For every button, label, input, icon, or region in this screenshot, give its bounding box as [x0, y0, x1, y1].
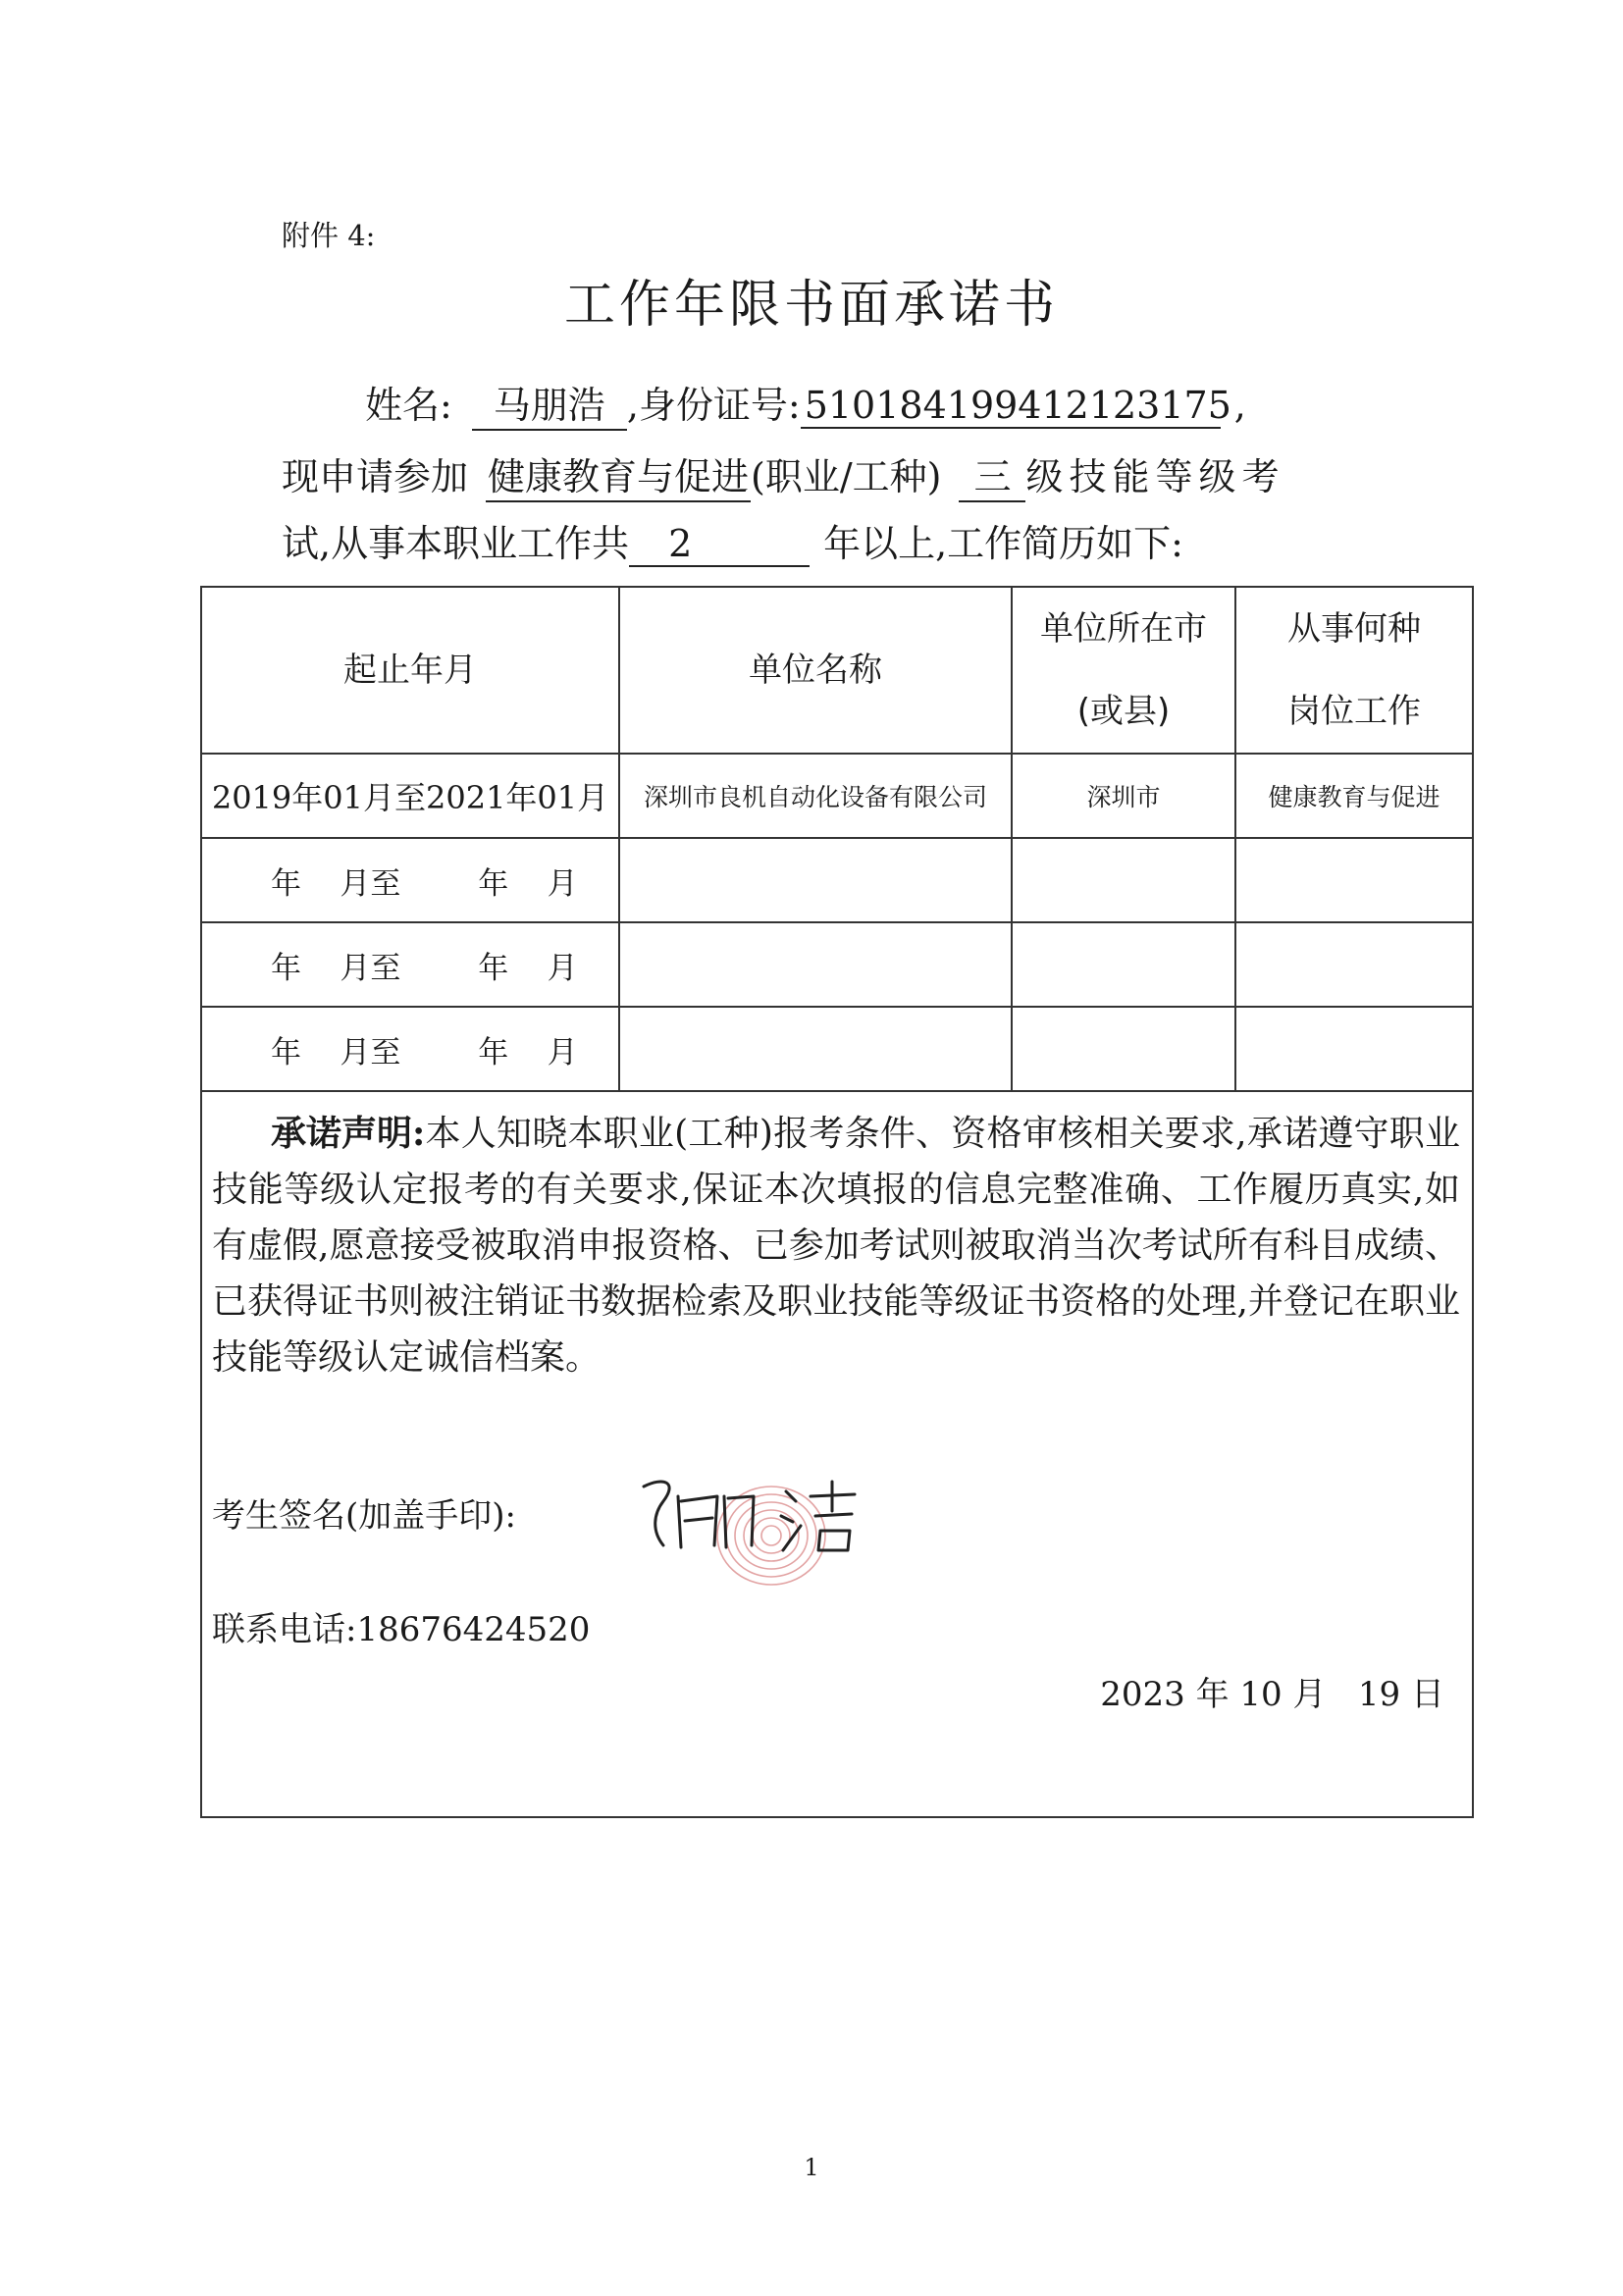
table-header-row: [201, 587, 1473, 754]
pledge-row: [201, 1091, 1473, 1817]
id-label: ,身份证号:: [626, 384, 801, 427]
row-employer-blank: [619, 1007, 1012, 1091]
table-row: [201, 1007, 1473, 1091]
header-city-line1: 单位所在市: [1040, 609, 1207, 649]
row-period-blank: 年 月至 年 月: [201, 838, 619, 922]
row-period: 2019年01月至2021年01月: [201, 754, 619, 838]
phone-label: 联系电话:: [212, 1610, 357, 1649]
level-suffix: 级技能等级考: [1025, 455, 1285, 498]
date-year: 2023: [1100, 1675, 1185, 1714]
table-row: [201, 838, 1473, 922]
pledge-statement: [212, 1106, 1460, 1385]
row-city-blank: [1012, 838, 1235, 922]
header-job-line2: 岗位工作: [1287, 692, 1421, 731]
table-row: [201, 754, 1473, 838]
signature-label: 考生签名(加盖手印):: [212, 1496, 516, 1536]
signature-fingerprint-icon: [624, 1457, 869, 1604]
name-label: 姓名:: [365, 384, 452, 427]
attachment-label: 附件 4:: [282, 219, 376, 252]
row-city: 深圳市: [1012, 754, 1235, 838]
pledge-lead: 承诺声明:: [271, 1113, 426, 1154]
row-job-blank: [1235, 838, 1473, 922]
name-id-line: [365, 375, 1246, 431]
page-number: 1: [804, 2154, 819, 2181]
pledge-cell: [201, 1091, 1473, 1817]
row-job-blank: [1235, 922, 1473, 1007]
phone-value: 18676424520: [356, 1610, 591, 1649]
header-job: [1235, 587, 1473, 754]
years-suffix: 年以上,工作简历如下:: [823, 522, 1183, 565]
name-value: 马朋浩: [472, 375, 627, 431]
header-city: [1012, 587, 1235, 754]
date-month: 10: [1239, 1675, 1283, 1714]
occupation-value: 健康教育与促进: [486, 446, 751, 502]
years-value: 2: [629, 522, 810, 567]
row-period-blank: 年 月至 年 月: [201, 922, 619, 1007]
occupation-suffix: (职业/工种): [751, 455, 942, 498]
row-employer: 深圳市良机自动化设备有限公司: [619, 754, 1012, 838]
line1-tail: ,: [1233, 384, 1246, 427]
date-line: 2023 年 10 月 19 日: [1100, 1675, 1444, 1714]
document-title: 工作年限书面承诺书: [563, 276, 1059, 335]
level-value: 三: [959, 446, 1025, 502]
table-row: [201, 922, 1473, 1007]
row-job-blank: [1235, 1007, 1473, 1091]
row-job: 健康教育与促进: [1235, 754, 1473, 838]
work-history-table: [200, 586, 1474, 1818]
date-day: 19: [1357, 1675, 1401, 1714]
years-line: [282, 513, 1183, 567]
row-city-blank: [1012, 1007, 1235, 1091]
row-city-blank: [1012, 922, 1235, 1007]
phone-line: [212, 1602, 590, 1650]
years-prefix: 试,从事本职业工作共: [282, 522, 630, 565]
header-employer: 单位名称: [619, 587, 1012, 754]
row-employer-blank: [619, 838, 1012, 922]
id-value: 510184199412123175: [801, 384, 1221, 429]
header-job-line1: 从事何种: [1287, 609, 1421, 649]
pledge-body: 本人知晓本职业(工种)报考条件、资格审核相关要求,承诺遵守职业技能等级认定报考的有关要求,保证本次填报的信息完整准确、工作履历真实,如有虚假,愿意接受被取消申报资格、已参加考试则被取消当次考试所有科目成绩、已获得证书则被注销证书数据检索及职业技能等级证书资格的处理,并登记在职业技能等级认定诚信档案。: [212, 1114, 1460, 1378]
occupation-line: [282, 446, 1285, 502]
header-city-line2: (或县): [1076, 692, 1171, 731]
row-period-blank: 年 月至 年 月: [201, 1007, 619, 1091]
row-employer-blank: [619, 922, 1012, 1007]
apply-prefix: 现申请参加: [282, 455, 469, 498]
header-period: 起止年月: [201, 587, 619, 754]
